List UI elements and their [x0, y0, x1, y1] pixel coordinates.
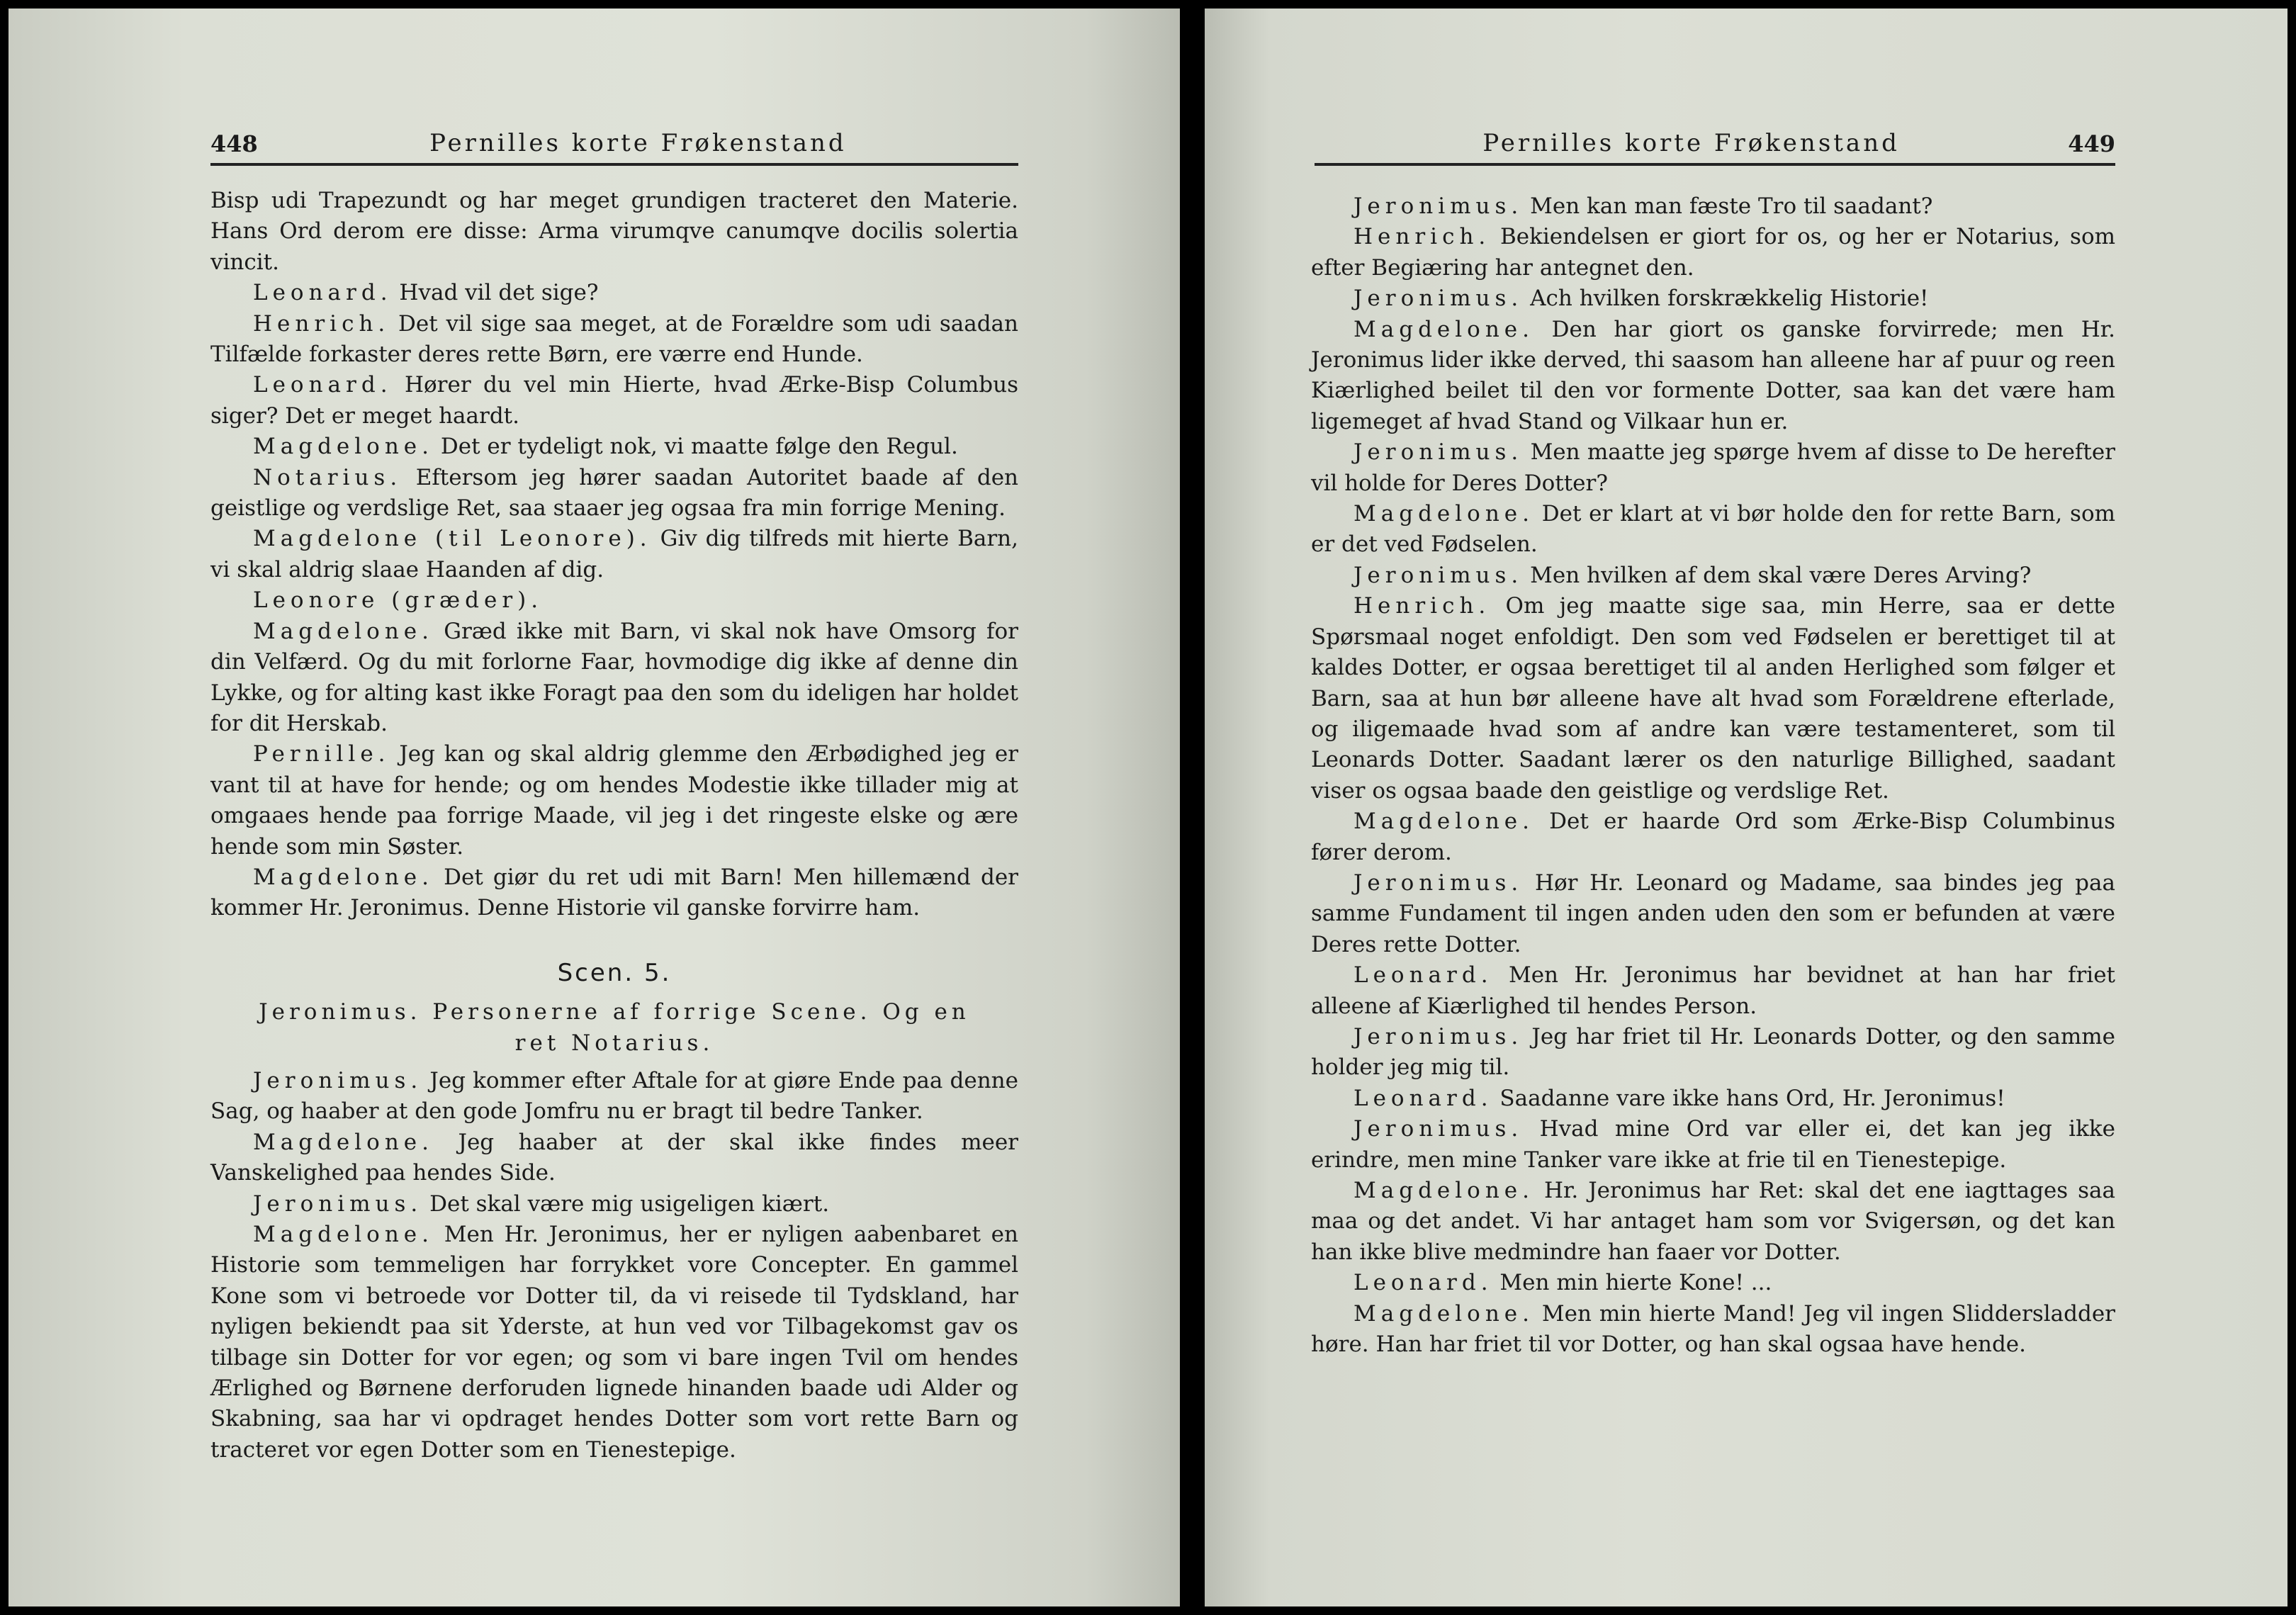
speaker-name: Leonard.: [1354, 962, 1493, 989]
dialogue-paragraph: [210, 585, 1018, 616]
dialogue-paragraph: [1311, 1299, 2115, 1361]
speaker-name: Henrich.: [1354, 224, 1491, 250]
right-page-number: 449: [2068, 130, 2115, 157]
speaker-name: Jeronimus.: [1354, 1116, 1524, 1142]
speaker-name: Henrich.: [1354, 593, 1491, 619]
dialogue-text: Det giør du ret udi mit Barn! Men hillemænd der kommer Hr. Jeronimus. Denne Historie vil ganske forvirre ham.: [210, 864, 1018, 921]
dialogue-paragraph: [210, 463, 1018, 524]
dialogue-text: Bekiendelsen er giort for os, og her er Notarius, som efter Begiæring har antegnet den.: [1311, 224, 2116, 281]
dialogue-paragraph: [210, 524, 1018, 585]
dialogue-paragraph: [1311, 1084, 2115, 1114]
dialogue-paragraph: [1311, 868, 2115, 960]
speaker-name: Leonard.: [253, 372, 393, 398]
dialogue-text: Eftersom jeg hører saadan Autoritet baade af den geistlige og verdslige Ret, saa staaer jeg ogsaa fra min forrige Mening.: [210, 464, 1018, 522]
speaker-name: Magdelone.: [253, 864, 434, 890]
dialogue-paragraph: [210, 1220, 1018, 1465]
dialogue-text: Ach hvilken forskrækkelig Historie!: [1530, 286, 1929, 312]
dialogue-text: Men min hierte Kone! ...: [1499, 1270, 1772, 1296]
speaker-name: Magdelone.: [253, 434, 434, 460]
dialogue-text: Bisp udi Trapezundt og har meget grundigen tracteret den Materie. Hans Ord derom ere disse: Arma virumqve canumqve docilis solertia vincit.: [210, 188, 1018, 275]
scene-paragraph-list: [210, 1066, 1018, 1465]
dialogue-paragraph: [210, 739, 1018, 862]
left-page: [9, 9, 1180, 1606]
speaker-name: Jeronimus.: [253, 1191, 423, 1217]
dialogue-paragraph: [1311, 437, 2115, 499]
dialogue-paragraph: [210, 278, 1018, 308]
dialogue-text: Hvad mine Ord var eller ei, det kan jeg ikke erindre, men mine Tanker vare ikke at frie til en Tienestepige.: [1311, 1116, 2115, 1173]
dialogue-paragraph: [210, 617, 1018, 740]
left-running-head: [210, 126, 1018, 166]
dialogue-text: Saadanne vare ikke hans Ord, Hr. Jeronimus!: [1499, 1085, 2005, 1111]
dialogue-paragraph: [210, 432, 1018, 462]
dialogue-text: Hr. Jeronimus har Ret: skal det ene iagttages saa maa og det andet. Vi har antaget ham som vor Svigersøn, og det kan han ikke blive medmindre han faaer vor Dotter.: [1311, 1178, 2115, 1265]
dialogue-paragraph: [210, 370, 1018, 432]
dialogue-text: Men hvilken af dem skal være Deres Arving?: [1530, 562, 2032, 588]
dialogue-text: Hvad vil det sige?: [399, 280, 599, 306]
dialogue-text: Men Hr. Jeronimus, her er nyligen aabenbaret en Historie som temmeligen har forrykket vore Concepter. En gammel Kone som vi betroede vor Dotter til, da vi reisede til Tydskland, har nyligen bekiendt paa sit Yderste, at hun ved vor Tilbagekomst gav os tilbage sin Dotter for vor egen; og som vi bare ingen Tvil om hendes Ærlighed og Børnene derforuden lignede hinanden baade udi Alder og Skabning, saa har vi opdraget hendes Dotter som vort rette Barn og tracteret vor egen Dotter som en Tienestepige.: [210, 1222, 1018, 1463]
dialogue-text: Det vil sige saa meget, at de Forældre som udi saadan Tilfælde forkaster deres rette Børn, ere værre end Hunde.: [210, 310, 1019, 368]
dialogue-text: Men Hr. Jeronimus har bevidnet at han har friet alleene af Kiærlighed til hendes Person.: [1311, 962, 2116, 1019]
dialogue-text: Det skal være mig usigeligen kiært.: [429, 1191, 830, 1217]
right-paragraph-list: [1311, 191, 2115, 1360]
dialogue-paragraph: [1311, 1176, 2115, 1268]
speaker-name: Magdelone.: [253, 618, 434, 644]
dialogue-paragraph: [1311, 283, 2115, 314]
speaker-name: Magdelone.: [253, 1129, 434, 1155]
speaker-name: Leonard.: [1354, 1085, 1493, 1111]
speaker-name: Magdelone.: [1354, 1300, 1535, 1327]
speaker-name: Jeronimus.: [1354, 870, 1524, 896]
dialogue-text: Giv dig tilfreds mit hierte Barn, vi skal aldrig slaae Haanden af dig.: [210, 526, 1019, 583]
dialogue-text: Jeg har friet til Hr. Leonards Dotter, og den samme holder jeg mig til.: [1311, 1023, 2115, 1081]
speaker-name: Jeronimus.: [1354, 439, 1524, 466]
dialogue-paragraph: [210, 309, 1018, 371]
scene-cast: Jeronimus. Personerne af forrige Scene. Og en ret Notarius.: [259, 999, 970, 1056]
dialogue-text: Men min hierte Mand! Jeg vil ingen Sliddersladder høre. Han har friet til vor Dotter, og han skal ogsaa have hende.: [1311, 1300, 2115, 1358]
speaker-name: Pernille.: [253, 741, 390, 767]
dialogue-text: Hør Hr. Leonard og Madame, saa bindes jeg paa samme Fundament til ingen anden uden den som er befunden at være Deres rette Dotter.: [1311, 870, 2115, 957]
dialogue-text: Men maatte jeg spørge hvem af disse to De herefter vil holde for Deres Dotter?: [1311, 439, 2116, 496]
dialogue-paragraph: [210, 862, 1018, 924]
speaker-name: Magdelone.: [1354, 1178, 1535, 1203]
right-running-title: Pernilles korte Frøkenstand: [1482, 129, 1900, 157]
speaker-name: Magdelone.: [1354, 501, 1535, 527]
left-running-title: Pernilles korte Frøkenstand: [429, 129, 847, 157]
speaker-name: Notarius.: [253, 464, 403, 490]
right-running-head: [1315, 126, 2115, 166]
speaker-name: Magdelone.: [1354, 809, 1535, 835]
speaker-name: Leonard.: [1354, 1270, 1493, 1296]
speaker-name: Magdelone (til Leonore).: [253, 526, 652, 552]
scene-heading: Scen. 5.: [557, 958, 672, 987]
dialogue-text: Om jeg maatte sige saa, min Herre, saa er dette Spørsmaal noget enfoldigt. Den som ved Fødselen er berettiget til at kaldes Dotter, er ogsaa berettiget til al anden Herlighed som følger et Barn, saa at hun bør alleene have alt hvad som Forældrene efterlade, og iligemaade hvad som af andre kan være testamenteret, som til Leonards Dotter. Saadant lærer os den naturlige Billighed, saadant viser os ogsaa baade den geistlige og verdslige Ret.: [1311, 593, 2115, 804]
dialogue-paragraph: [210, 1066, 1018, 1127]
left-paragraph-list: [210, 186, 1018, 924]
speaker-name: Leonore (græder).: [253, 587, 544, 614]
dialogue-text: Græd ikke mit Barn, vi skal nok have Omsorg for din Velfærd. Og du mit forlorne Faar, hovmodige dig ikke af denne din Lykke, og for alting kast ikke Foragt paa den som du ideligen har holdet for dit Herskab.: [210, 618, 1018, 736]
speaker-name: Jeronimus.: [1354, 562, 1524, 588]
dialogue-text: Det er haarde Ord som Ærke-Bisp Columbinus fører derom.: [1311, 809, 2116, 865]
dialogue-paragraph: [1311, 315, 2115, 438]
dialogue-paragraph: [1311, 499, 2115, 561]
dialogue-paragraph: [210, 1127, 1018, 1189]
left-body-text: [210, 186, 1018, 1465]
dialogue-paragraph: [1311, 561, 2115, 591]
speaker-name: Magdelone.: [253, 1222, 434, 1247]
dialogue-paragraph: [1311, 1268, 2115, 1298]
dialogue-paragraph: [1311, 1022, 2115, 1084]
dialogue-text: Jeg kommer efter Aftale for at giøre Ende paa denne Sag, og haaber at den gode Jomfru nu er bragt til bedre Tanker.: [210, 1067, 1018, 1125]
dialogue-paragraph: [210, 186, 1018, 278]
dialogue-paragraph: [1311, 1114, 2115, 1176]
speaker-name: Magdelone.: [1354, 316, 1535, 342]
dialogue-paragraph: [1311, 960, 2115, 1022]
speaker-name: Henrich.: [253, 310, 390, 337]
left-page-number: 448: [210, 130, 258, 157]
speaker-name: Jeronimus.: [1354, 1023, 1524, 1050]
dialogue-text: Jeg kan og skal aldrig glemme den Ærbødighed jeg er vant til at have for hende; og om hendes Modestie ikke tillader mig at omgaaes hende paa forrige Maade, vil jeg i det ringeste elske og ære hende som min Søster.: [210, 741, 1018, 860]
dialogue-paragraph: [1311, 591, 2115, 806]
right-body-text: [1311, 191, 2115, 1360]
dialogue-paragraph: [210, 1189, 1018, 1220]
speaker-name: Leonard.: [253, 280, 393, 306]
dialogue-text: Det er tydeligt nok, vi maatte følge den Regul.: [440, 434, 958, 460]
speaker-name: Jeronimus.: [1354, 193, 1524, 219]
right-page: [1205, 9, 2287, 1606]
dialogue-paragraph: [1311, 222, 2115, 283]
speaker-name: Jeronimus.: [253, 1067, 423, 1093]
dialogue-paragraph: [1311, 191, 2115, 222]
dialogue-text: Jeg haaber at der skal ikke findes meer Vanskelighed paa hendes Side.: [210, 1129, 1018, 1186]
dialogue-paragraph: [1311, 806, 2115, 868]
dialogue-text: Hører du vel min Hierte, hvad Ærke-Bisp Columbus siger? Det er meget haardt.: [210, 372, 1019, 429]
dialogue-text: Det er klart at vi bør holde den for rette Barn, som er det ved Fødselen.: [1311, 501, 2115, 558]
dialogue-text: Den har giort os ganske forvirrede; men Hr. Jeronimus lider ikke derved, thi saasom han alleene har af puur og reen Kiærlighed beilet til den vor formente Dotter, saa kan det være ham ligemeget af hvad Stand og Vilkaar hun er.: [1311, 316, 2115, 434]
speaker-name: Jeronimus.: [1354, 286, 1524, 312]
dialogue-text: Men kan man fæste Tro til saadant?: [1530, 193, 1933, 219]
